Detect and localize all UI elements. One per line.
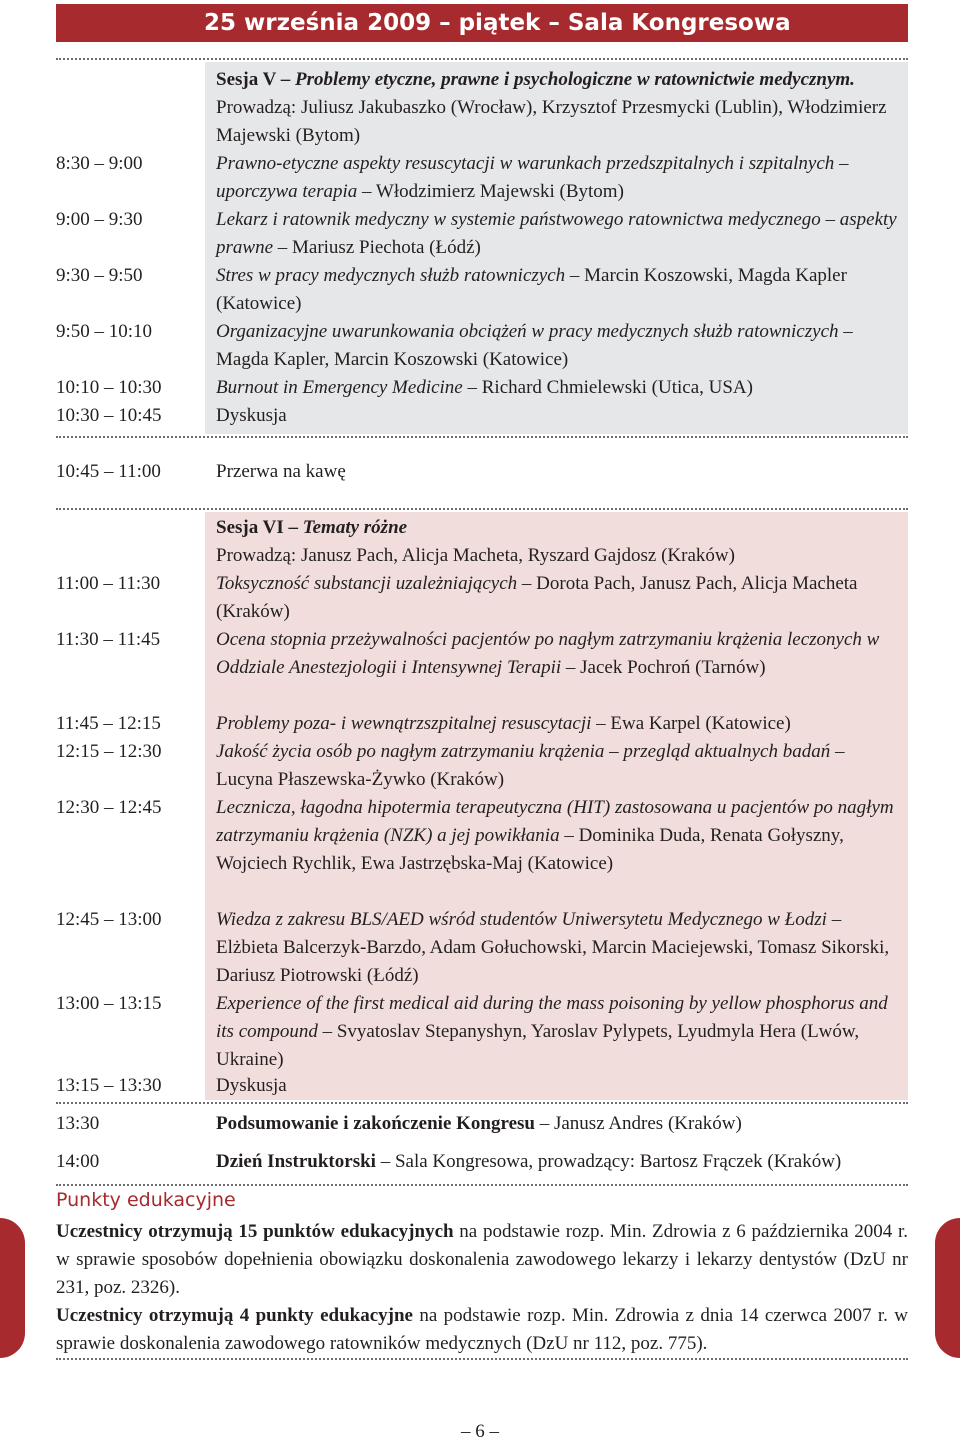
talk-title: Jakość życia osób po nagłym zatrzymaniu krążenia – przegląd aktualnych badań [216, 741, 831, 762]
date-banner: 25 września 2009 – piątek – Sala Kongresowa [56, 4, 908, 42]
session-5-topic: Problemy etyczne, prawne i psychologiczne w ratownictwie medycznym. [295, 69, 855, 90]
closing-entry [216, 1110, 906, 1138]
points-1-bold: Uczestnicy otrzymują 15 punktów edukacyjnych [56, 1221, 454, 1242]
schedule-entry [216, 570, 906, 626]
talk-authors: – Mariusz Piechota (Łódź) [273, 237, 481, 258]
talk-authors: – Richard Chmielewski (Utica, USA) [462, 377, 753, 398]
schedule-time: 10:30 – 10:45 [56, 405, 162, 426]
break-time: 10:45 – 11:00 [56, 461, 161, 482]
page-number: – 6 – [461, 1421, 499, 1442]
schedule-time: 12:45 – 13:00 [56, 909, 162, 930]
divider [56, 1184, 908, 1186]
schedule-entry [216, 318, 906, 374]
session-6-heading [216, 514, 906, 542]
talk-title: Lecznicza, łagodna hipotermia terapeutyczna (HIT) zastosowana u pacjentów po nagłym zatrzymaniu krążenia (NZK) a jej powikłania [216, 797, 894, 846]
divider [56, 436, 908, 438]
closing-time: 13:30 [56, 1113, 100, 1134]
schedule-time: 9:50 – 10:10 [56, 321, 153, 342]
left-page-tab [0, 1218, 25, 1358]
schedule-entry [216, 374, 906, 402]
talk-authors: – Marcin Koszowski, Magda Kapler (Katowice) [216, 265, 847, 314]
talk-authors: – Elżbieta Balcerzyk-Barzdo, Adam Gołuchowski, Marcin Maciejewski, Tomasz Sikorski, Dariusz Piotrowski (Łódź) [216, 909, 890, 986]
session-5-chairs: Prowadzą: Juliusz Jakubaszko (Wrocław), Krzysztof Przesmycki (Lublin), Włodzimierz Majewski (Bytom) [216, 97, 887, 146]
divider [56, 508, 908, 510]
talk-authors: – Lucyna Płaszewska-Żywko (Kraków) [216, 741, 845, 790]
schedule-entry [216, 402, 906, 430]
session-5-heading [216, 66, 906, 150]
points-paragraph-2 [56, 1302, 908, 1358]
instructor-day-time: 14:00 [56, 1151, 100, 1172]
schedule-time: 11:45 – 12:15 [56, 713, 161, 734]
session-6-label: Sesja VI – [216, 517, 303, 538]
points-paragraph-1 [56, 1218, 908, 1302]
right-page-tab [935, 1218, 960, 1358]
schedule-time: 9:00 – 9:30 [56, 209, 143, 230]
talk-authors: – Ewa Karpel (Katowice) [591, 713, 791, 734]
schedule-time: 11:30 – 11:45 [56, 629, 161, 650]
schedule-time: 12:15 – 12:30 [56, 741, 162, 762]
section-heading-points: Punkty edukacyjne [56, 1189, 236, 1211]
divider [56, 1102, 908, 1104]
discussion-label: Dyskusja [216, 405, 287, 426]
session-5-label: Sesja V – [216, 69, 296, 90]
schedule-entry [216, 206, 906, 262]
talk-title: Prawno-etyczne aspekty resuscytacji w warunkach przedszpitalnych i szpitalnych – uporczywa terapia [216, 153, 849, 202]
talk-title: Problemy poza- i wewnątrzszpitalnej resuscytacji [216, 713, 592, 734]
schedule-entry [216, 990, 906, 1074]
schedule-time: 8:30 – 9:00 [56, 153, 143, 174]
session-6-chairs: Prowadzą: Janusz Pach, Alicja Macheta, Ryszard Gajdosz (Kraków) [216, 545, 735, 566]
schedule-entry [216, 626, 906, 682]
talk-title: Lekarz i ratownik medyczny w systemie państwowego ratownictwa medycznego – aspekty prawne [216, 209, 897, 258]
schedule-time: 13:15 – 13:30 [56, 1075, 162, 1096]
schedule-time: 10:10 – 10:30 [56, 377, 162, 398]
instructor-day-title: Dzień Instruktorski [216, 1151, 376, 1172]
divider [56, 58, 908, 60]
talk-title: Organizacyjne uwarunkowania obciążeń w pracy medycznych służb ratowniczych [216, 321, 839, 342]
talk-authors: – Svyatoslav Stepanyshyn, Yaroslav Pylypets, Lyudmyla Hera (Lwów, Ukraine) [216, 1021, 860, 1070]
talk-authors: – Dominika Duda, Renata Gołyszny, Wojciech Rychlik, Ewa Jastrzębska-Maj (Katowice) [216, 825, 844, 874]
discussion-label: Dyskusja [216, 1075, 287, 1096]
talk-authors: – Włodzimierz Majewski (Bytom) [357, 181, 624, 202]
talk-title: Ocena stopnia przeżywalności pacjentów po nagłym zatrzymaniu krążenia leczonych w Oddziale Anestezjologii i Intensywnej Terapii [216, 629, 880, 678]
schedule-time: 11:00 – 11:30 [56, 573, 161, 594]
talk-title: Stres w pracy medycznych służb ratowniczych [216, 265, 566, 286]
closing-title: Podsumowanie i zakończenie Kongresu [216, 1113, 535, 1134]
talk-authors: – Dorota Pach, Janusz Pach, Alicja Macheta (Kraków) [216, 573, 858, 622]
break-label: Przerwa na kawę [216, 461, 346, 482]
instructor-day-details: – Sala Kongresowa, prowadzący: Bartosz Frączek (Kraków) [375, 1151, 842, 1172]
schedule-entry [216, 262, 906, 318]
talk-title: Wiedza z zakresu BLS/AED wśród studentów Uniwersytetu Medycznego w Łodzi [216, 909, 827, 930]
schedule-time: 9:30 – 9:50 [56, 265, 143, 286]
talk-title: Experience of the first medical aid during the mass poisoning by yellow phosphorus and its compound [216, 993, 888, 1042]
closing-speaker: – Janusz Andres (Kraków) [534, 1113, 742, 1134]
instructor-day-entry [216, 1148, 916, 1176]
points-2-text: na podstawie rozp. Min. Zdrowia z dnia 14 czerwca 2007 r. w sprawie doskonalenia zawodowego ratowników medycznych (DzU nr 112, poz. 775). [56, 1305, 908, 1354]
points-2-bold: Uczestnicy otrzymują 4 punkty edukacyjne [56, 1305, 413, 1326]
schedule-entry [216, 150, 906, 206]
schedule-entry [216, 1072, 906, 1100]
talk-authors: – Jacek Pochroń (Tarnów) [561, 657, 766, 678]
schedule-time: 12:30 – 12:45 [56, 797, 162, 818]
schedule-entry [216, 710, 906, 738]
points-1-text: na podstawie rozp. Min. Zdrowia z 6 października 2004 r. w sprawie sposobów dopełnienia obowiązku doskonalenia zawodowego lekarzy i lekarzy dentystów (DzU nr 231, poz. 2326). [56, 1221, 908, 1298]
schedule-time: 13:00 – 13:15 [56, 993, 162, 1014]
schedule-entry [216, 794, 906, 878]
talk-title: Toksyczność substancji uzależniających [216, 573, 518, 594]
talk-title: Burnout in Emergency Medicine [216, 377, 463, 398]
divider [56, 1358, 908, 1360]
schedule-entry [216, 906, 906, 990]
talk-authors: – Magda Kapler, Marcin Koszowski (Katowice) [216, 321, 853, 370]
session-6-topic: Tematy różne [302, 517, 408, 538]
schedule-entry [216, 738, 906, 794]
